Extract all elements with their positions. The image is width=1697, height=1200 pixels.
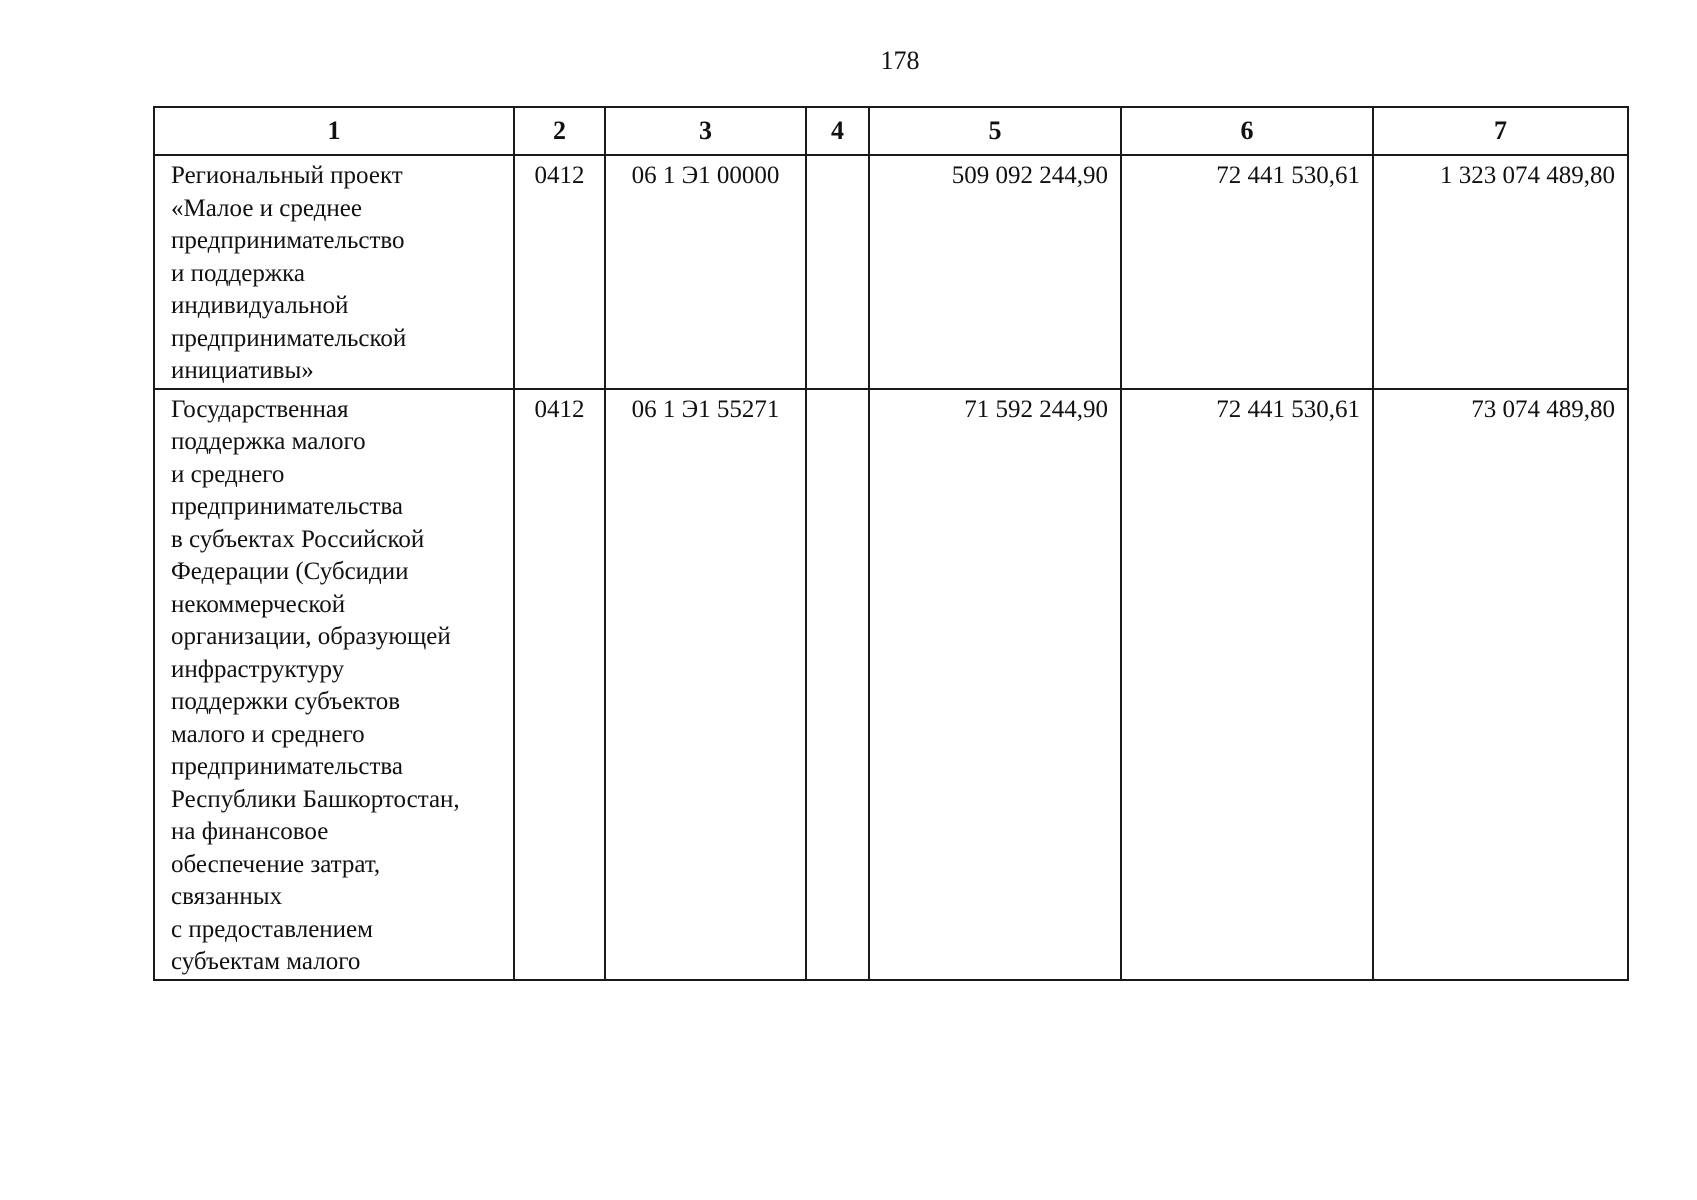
amount-col-6-cell: 72 441 530,61 — [1121, 389, 1373, 980]
table-row — [154, 389, 1628, 980]
target-code-cell: 06 1 Э1 00000 — [605, 155, 806, 389]
row-name-cell: Региональный проект «Малое и среднее предпринимательство и поддержка индивидуальной предпринимательской инициативы» — [154, 155, 514, 389]
amount-col-7-cell: 73 074 489,80 — [1373, 389, 1628, 980]
amount-col-6-cell: 72 441 530,61 — [1121, 155, 1373, 389]
header-col-7: 7 — [1373, 107, 1628, 155]
amount-col-7-cell: 1 323 074 489,80 — [1373, 155, 1628, 389]
header-col-5: 5 — [869, 107, 1121, 155]
expense-type-cell — [806, 389, 869, 980]
header-col-3: 3 — [605, 107, 806, 155]
section-code-cell: 0412 — [514, 389, 605, 980]
header-col-2: 2 — [514, 107, 605, 155]
row-name-cell: Государственная поддержка малого и среднего предпринимательства в субъектах Российской Федерации (Субсидии некоммерческой организации, образующей инфраструктуру поддержки субъектов малого и среднего предпринимательства Республики Башкортостан, на финансовое обеспечение затрат, связанных с предоставлением субъектам малого — [154, 389, 514, 980]
header-col-1: 1 — [154, 107, 514, 155]
target-code-cell: 06 1 Э1 55271 — [605, 389, 806, 980]
amount-col-5-cell: 509 092 244,90 — [869, 155, 1121, 389]
header-col-4: 4 — [806, 107, 869, 155]
amount-col-5-cell: 71 592 244,90 — [869, 389, 1121, 980]
header-row — [154, 107, 1628, 155]
page-number: 178 — [880, 46, 920, 75]
budget-table — [153, 106, 1629, 981]
section-code-cell: 0412 — [514, 155, 605, 389]
header-col-6: 6 — [1121, 107, 1373, 155]
table-row — [154, 155, 1628, 389]
expense-type-cell — [806, 155, 869, 389]
